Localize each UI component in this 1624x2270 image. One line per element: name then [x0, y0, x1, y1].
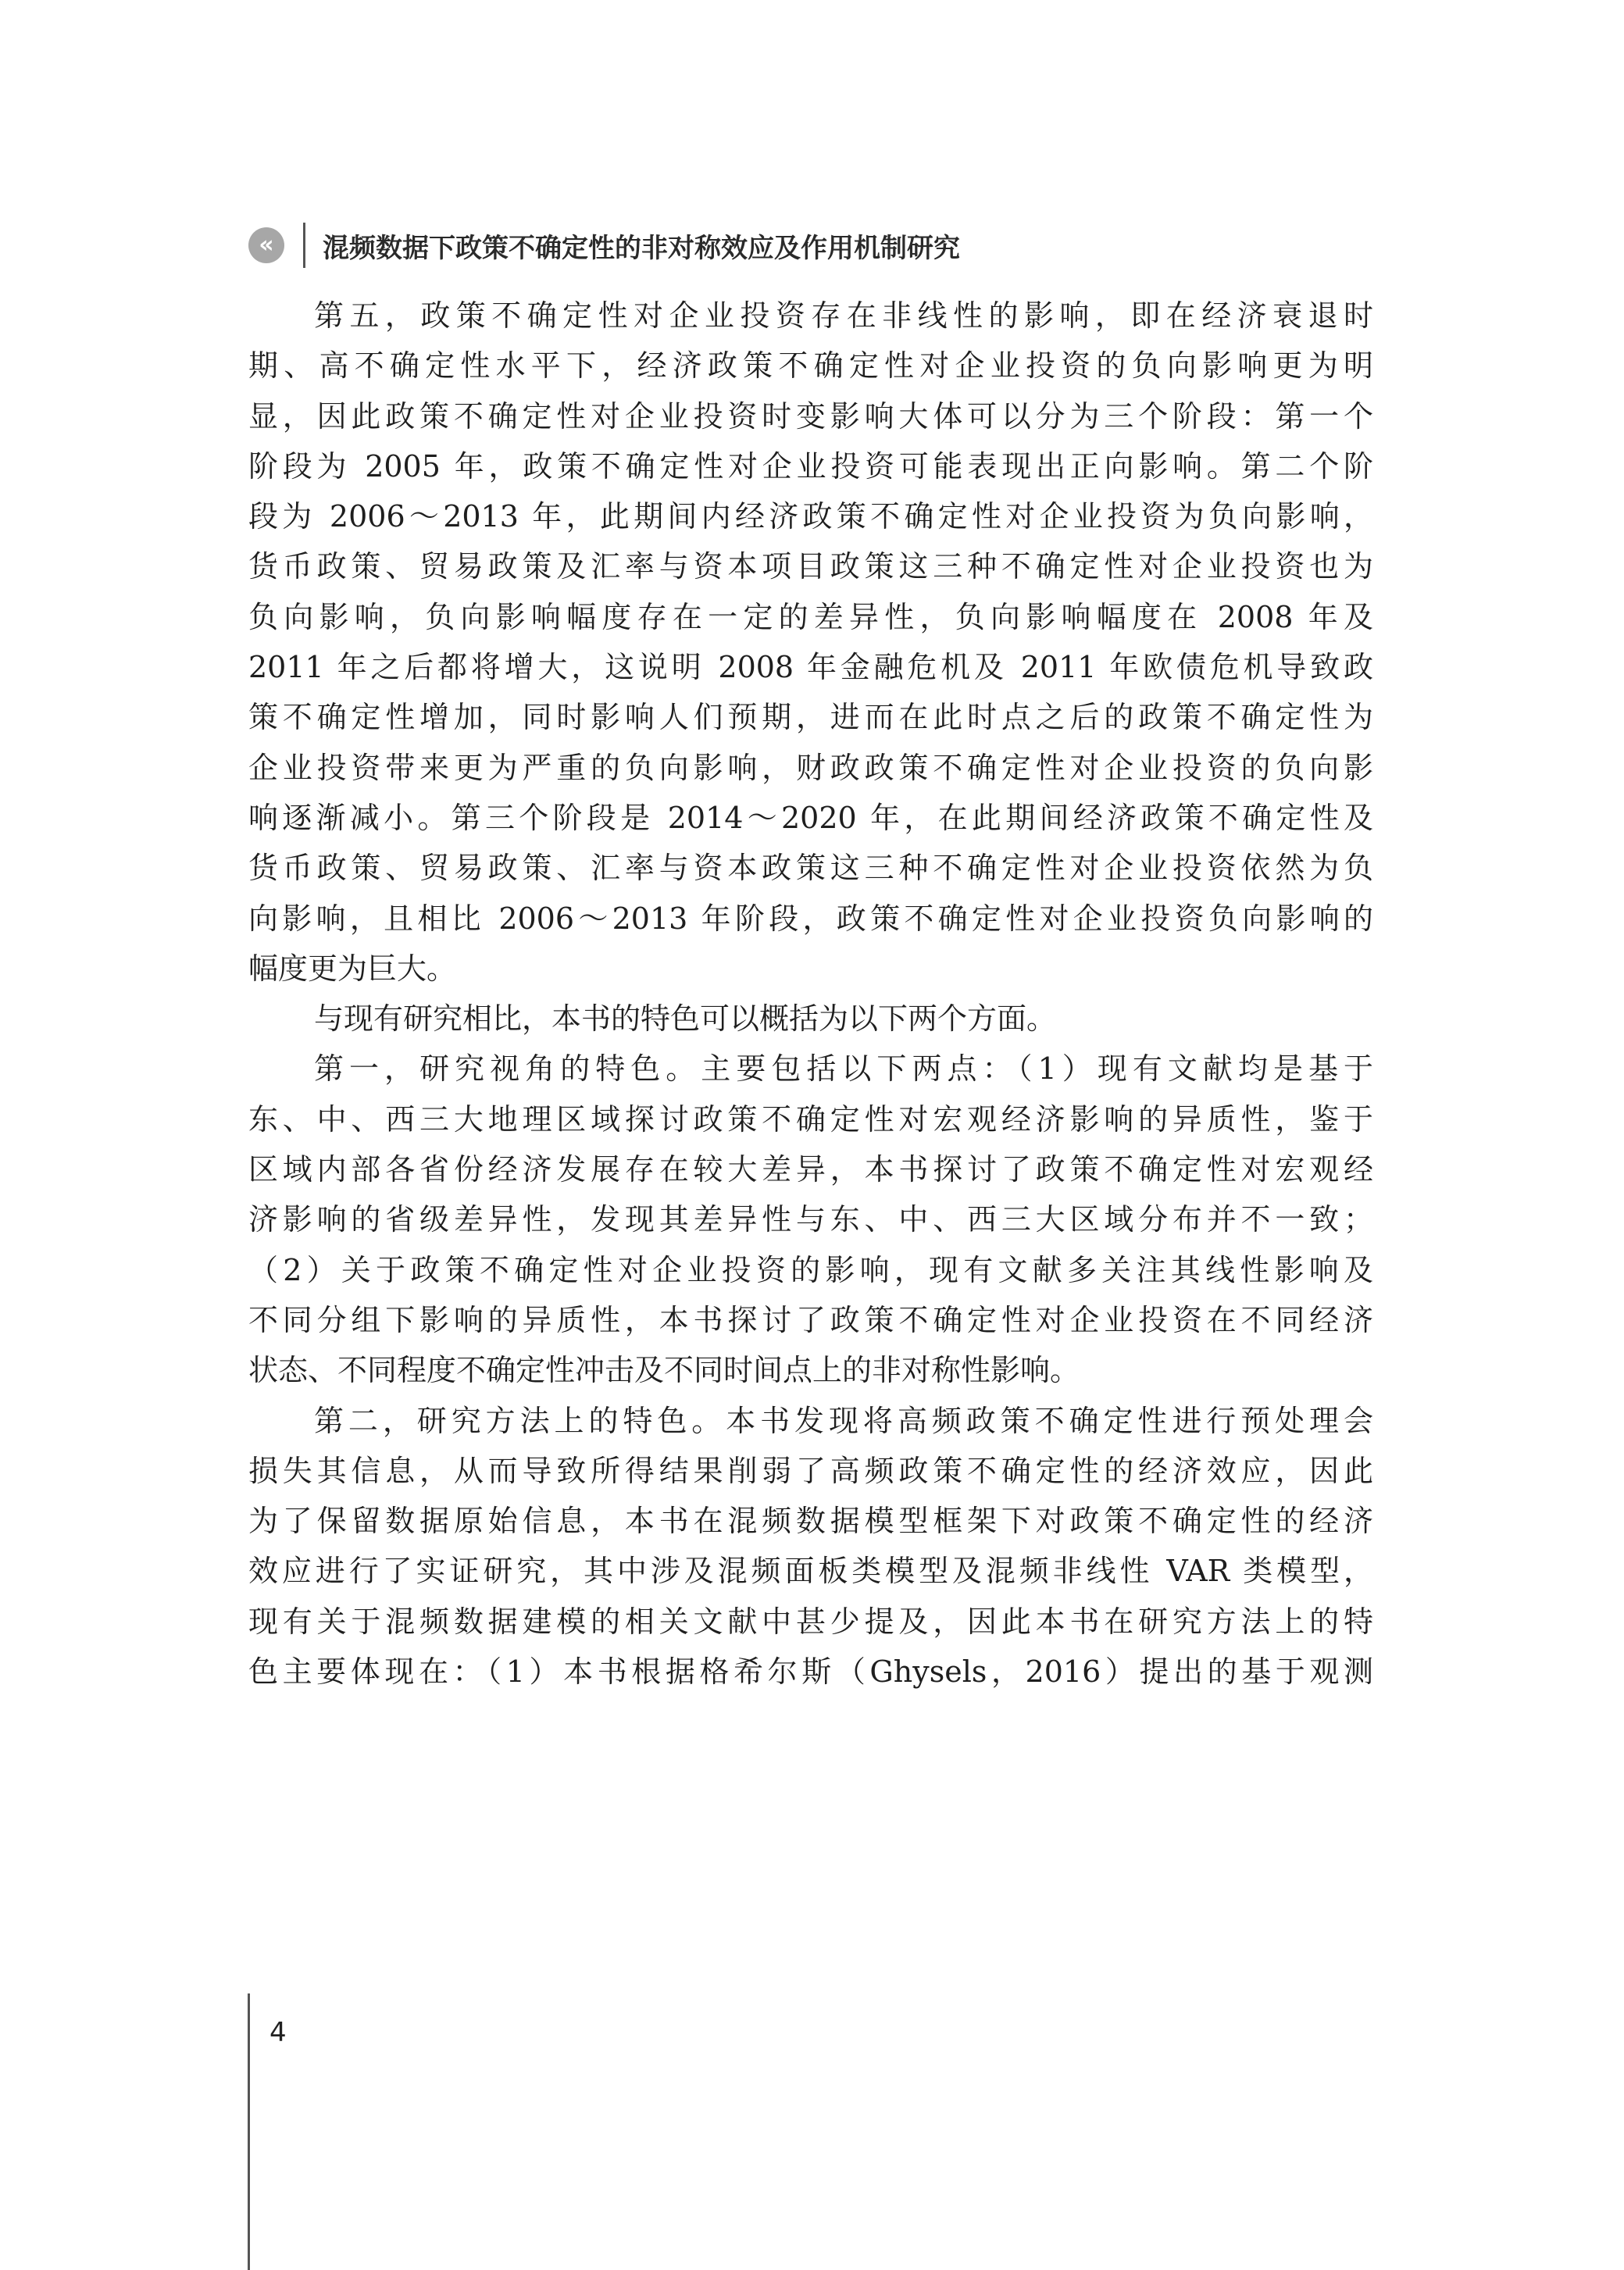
text-line: 货币政策、贸易政策、汇率与资本政策这三种不确定性对企业投资依然为负 [248, 851, 1373, 886]
text-line: 负向影响，负向影响幅度存在一定的差异性，负向影响幅度在 2008 年及 [248, 599, 1373, 634]
text-line: 策不确定性增加，同时影响人们预期，进而在此时点之后的政策不确定性为 [248, 700, 1373, 735]
body-text [248, 291, 1373, 1697]
text-line: 区域内部各省份经济发展存在较大差异，本书探讨了政策不确定性对宏观经 [248, 1152, 1373, 1187]
text-line: 色主要体现在：（1）本书根据格希尔斯（Ghysels，2016）提出的基于观测 [248, 1654, 1373, 1690]
text-line: 状态、不同程度不确定性冲击及不同时间点上的非对称性影响。 [248, 1353, 1080, 1388]
text-line: 阶段为 2005 年，政策不确定性对企业投资可能表现出正向影响。第二个阶 [248, 448, 1373, 484]
text-line: 东、中、西三大地理区域探讨政策不确定性对宏观经济影响的异质性，鉴于 [248, 1101, 1373, 1137]
footer-vertical-rule [248, 1993, 250, 2270]
text-line: 与现有研究相比，本书的特色可以概括为以下两个方面。 [314, 1001, 1057, 1037]
text-line: 响逐渐减小。第三个阶段是 2014～2020 年，在此期间经济政策不确定性及 [248, 800, 1373, 835]
text-line: 效应进行了实证研究，其中涉及混频面板类模型及混频非线性 VAR 类模型， [248, 1554, 1373, 1589]
text-line: 显，因此政策不确定性对企业投资时变影响大体可以分为三个阶段：第一个 [248, 398, 1373, 434]
text-line: 期、高不确定性水平下，经济政策不确定性对企业投资的负向影响更为明 [248, 348, 1373, 384]
header-divider [303, 223, 305, 268]
text-line: 企业投资带来更为严重的负向影响，财政政策不确定性对企业投资的负向影 [248, 750, 1373, 785]
text-line: （2）关于政策不确定性对企业投资的影响，现有文献多关注其线性影响及 [248, 1252, 1373, 1287]
text-line: 损失其信息，从而导致所得结果削弱了高频政策不确定性的经济效应，因此 [248, 1453, 1373, 1488]
text-line: 幅度更为巨大。 [248, 951, 457, 986]
text-line: 第二，研究方法上的特色。本书发现将高频政策不确定性进行预处理会 [314, 1403, 1373, 1438]
text-line: 向影响，且相比 2006～2013 年阶段，政策不确定性对企业投资负向影响的 [248, 901, 1373, 936]
text-line: 货币政策、贸易政策及汇率与资本项目政策这三种不确定性对企业投资也为 [248, 549, 1373, 584]
text-line: 现有关于混频数据建模的相关文献中甚少提及，因此本书在研究方法上的特 [248, 1604, 1373, 1639]
page-number: 4 [269, 2017, 287, 2048]
text-line: 第一，研究视角的特色。主要包括以下两点：（1）现有文献均是基于 [314, 1051, 1373, 1087]
text-line: 济影响的省级差异性，发现其差异性与东、中、西三大区域分布并不一致； [248, 1202, 1373, 1237]
text-line: 2011 年之后都将增大，这说明 2008 年金融危机及 2011 年欧债危机导致政 [248, 650, 1373, 685]
text-line: 为了保留数据原始信息，本书在混频数据模型框架下对政策不确定性的经济 [248, 1504, 1373, 1539]
running-header [248, 221, 960, 269]
text-line: 第五，政策不确定性对企业投资存在非线性的影响，即在经济衰退时 [314, 298, 1373, 333]
text-line: 段为 2006～2013 年，此期间内经济政策不确定性对企业投资为负向影响， [248, 499, 1373, 534]
double-chevron-left-icon: « [248, 227, 284, 263]
text-line: 不同分组下影响的异质性，本书探讨了政策不确定性对企业投资在不同经济 [248, 1302, 1373, 1337]
book-title: 混频数据下政策不确定性的非对称效应及作用机制研究 [323, 232, 960, 264]
